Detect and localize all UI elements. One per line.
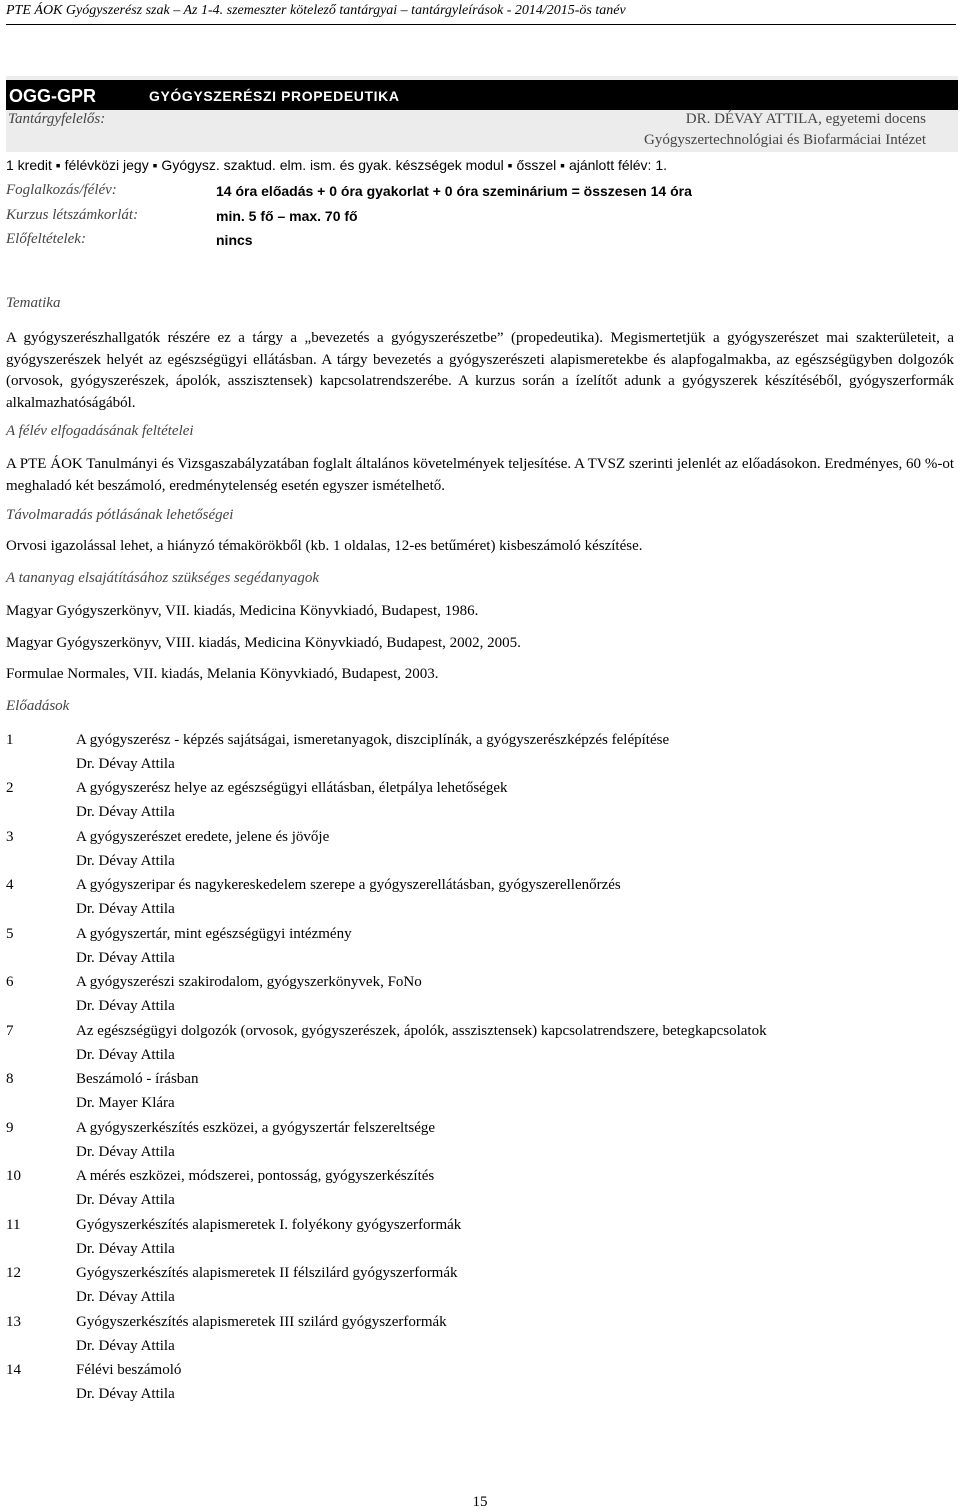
- lecture-number: 13: [6, 1314, 21, 1330]
- lecture-number: 4: [6, 877, 14, 893]
- header-rule: [6, 24, 956, 25]
- lecture-lecturer: Dr. Dévay Attila: [76, 804, 175, 820]
- lecture-item: [6, 1265, 956, 1313]
- limit-value: min. 5 fő – max. 70 fő: [216, 208, 358, 224]
- conditions-text: A PTE ÁOK Tanulmányi és Vizsgaszabályzatában foglalt általános követelmények teljesítése. A TVSZ szerinti jelenlét az előadásokon. Eredményes, 60 %-ot meghaladó két beszámoló, eredménytelenség esetén egyszer ismételhető.: [6, 456, 954, 494]
- prereq-label: Előfeltételek:: [6, 231, 86, 247]
- lecture-title: Gyógyszerkészítés alapismeretek III szilárd gyógyszerformák: [76, 1314, 447, 1330]
- lecture-item: [6, 1362, 956, 1410]
- lecture-number: 1: [6, 732, 14, 748]
- lecture-item: [6, 1120, 956, 1168]
- lecture-number: 3: [6, 829, 14, 845]
- lecture-lecturer: Dr. Dévay Attila: [76, 1047, 175, 1063]
- material-item: Magyar Gyógyszerkönyv, VIII. kiadás, Medicina Könyvkiadó, Budapest, 2002, 2005.: [6, 635, 521, 651]
- responsible-institute: Gyógyszertechnológiai és Biofarmáciai Intézet: [644, 132, 926, 148]
- lecture-item: [6, 974, 956, 1022]
- lecture-number: 11: [6, 1217, 21, 1233]
- workload-value: 14 óra előadás + 0 óra gyakorlat + 0 óra szeminárium = összesen 14 óra: [216, 183, 692, 199]
- lecture-number: 8: [6, 1071, 14, 1087]
- lecture-lecturer: Dr. Dévay Attila: [76, 1192, 175, 1208]
- lecture-lecturer: Dr. Dévay Attila: [76, 1338, 175, 1354]
- lecture-title: A gyógyszerészi szakirodalom, gyógyszerkönyvek, FoNo: [76, 974, 422, 990]
- material-item: Formulae Normales, VII. kiadás, Melania Könyvkiadó, Budapest, 2003.: [6, 666, 439, 682]
- course-info-block: [6, 76, 958, 152]
- lecture-title: A gyógyszerész - képzés sajátságai, ismeretanyagok, diszciplínák, a gyógyszerészképzés felépítése: [76, 732, 670, 748]
- lecture-lecturer: Dr. Dévay Attila: [76, 1241, 175, 1257]
- lecture-lecturer: Dr. Mayer Klára: [76, 1095, 175, 1111]
- lecture-item: [6, 780, 956, 828]
- lecture-title: A gyógyszerkészítés eszközei, a gyógyszertár felszereltsége: [76, 1120, 436, 1136]
- absence-title: Távolmaradás pótlásának lehetőségei: [6, 507, 234, 523]
- workload-label: Foglalkozás/félév:: [6, 182, 117, 198]
- lecture-item: [6, 1314, 956, 1362]
- page-header: PTE ÁOK Gyógyszerész szak – Az 1-4. szemeszter kötelező tantárgyai – tantárgyleírások - 2014/2015-ös tanév: [6, 3, 626, 18]
- page-number: 15: [472, 1494, 488, 1510]
- lecture-lecturer: Dr. Dévay Attila: [76, 901, 175, 917]
- lecture-title: Gyógyszerkészítés alapismeretek I. folyékony gyógyszerformák: [76, 1217, 462, 1233]
- lecture-number: 14: [6, 1362, 21, 1378]
- lecture-title: A mérés eszközei, módszerei, pontosság, gyógyszerkészítés: [76, 1168, 435, 1184]
- lecture-number: 5: [6, 926, 14, 942]
- lecture-lecturer: Dr. Dévay Attila: [76, 1144, 175, 1160]
- lecture-number: 9: [6, 1120, 14, 1136]
- lecture-title: A gyógyszerészet eredete, jelene és jövője: [76, 829, 330, 845]
- tematika-title: Tematika: [6, 295, 61, 311]
- prereq-value: nincs: [216, 232, 253, 248]
- responsible-name: DR. DÉVAY ATTILA, egyetemi docens: [685, 111, 926, 127]
- lecture-title: Félévi beszámoló: [76, 1362, 182, 1378]
- lecture-title: Beszámoló - írásban: [76, 1071, 199, 1087]
- lecture-lecturer: Dr. Dévay Attila: [76, 950, 175, 966]
- lecture-number: 6: [6, 974, 14, 990]
- limit-label: Kurzus létszámkorlát:: [6, 207, 139, 223]
- course-title: GYÓGYSZERÉSZI PROPEDEUTIKA: [149, 88, 400, 104]
- course-code: OGG-GPR: [9, 86, 97, 106]
- lecture-title: Gyógyszerkészítés alapismeretek II félszilárd gyógyszerformák: [76, 1265, 458, 1281]
- lecture-item: [6, 1071, 956, 1119]
- lecture-item: [6, 732, 956, 780]
- workload-row: [6, 182, 956, 206]
- lecture-item: [6, 1168, 956, 1216]
- materials-title: A tananyag elsajátításához szükséges segédanyagok: [6, 570, 320, 586]
- lecture-item: [6, 926, 956, 974]
- lecture-number: 12: [6, 1265, 21, 1281]
- material-item: Magyar Gyógyszerkönyv, VII. kiadás, Medicina Könyvkiadó, Budapest, 1986.: [6, 603, 479, 619]
- lecture-lecturer: Dr. Dévay Attila: [76, 998, 175, 1014]
- limit-row: [6, 207, 956, 231]
- tematika-text: A gyógyszerészhallgatók részére ez a tárgy a „bevezetés a gyógyszerészetbe” (propedeutika). Megismertetjük a gyógyszerészet mai szakterületeit, a gyógyszerészek helyét az egészségügyi ellátásban. A tárgy bevezetés a gyógyszerészeti alapismeretekbe és alapfogalmakba, az egészségügyben dolgozók (orvosok, gyógyszerészek, ápolók, asszisztensek) kapcsolatrendszerébe. A kurzus során a ízelítőt adunk a gyógyszerek készítéséből, gyógyszerformák alkalmazhatóságából.: [6, 330, 954, 411]
- lecture-item: [6, 829, 956, 877]
- responsible-label: Tantárgyfelelős:: [8, 111, 106, 127]
- lecture-number: 2: [6, 780, 14, 796]
- lectures-title: Előadások: [6, 698, 70, 714]
- lecture-title: A gyógyszeripar és nagykereskedelem szerepe a gyógyszerellátásban, gyógyszerellenőrzés: [76, 877, 621, 893]
- lecture-title: A gyógyszertár, mint egészségügyi intézmény: [76, 926, 352, 942]
- prereq-row: [6, 231, 956, 255]
- lecture-lecturer: Dr. Dévay Attila: [76, 1386, 175, 1402]
- lecture-lecturer: Dr. Dévay Attila: [76, 756, 175, 772]
- lecture-item: [6, 1217, 956, 1265]
- lecture-lecturer: Dr. Dévay Attila: [76, 853, 175, 869]
- absence-text: Orvosi igazolással lehet, a hiányzó témakörökből (kb. 1 oldalas, 12-es betűméret) kisbeszámoló készítése.: [6, 538, 643, 554]
- course-meta-line: 1 kredit ▪ félévközi jegy ▪ Gyógysz. szaktud. elm. ism. és gyak. készségek modul ▪ ősszel ▪ ajánlott félév: 1.: [6, 157, 668, 173]
- lecture-title: A gyógyszerész helye az egészségügyi ellátásban, életpálya lehetőségek: [76, 780, 508, 796]
- lecture-item: [6, 1023, 956, 1071]
- lecture-number: 7: [6, 1023, 14, 1039]
- lecture-title: Az egészségügyi dolgozók (orvosok, gyógyszerészek, ápolók, asszisztensek) kapcsolatrendszere, betegkapcsolatok: [76, 1023, 767, 1039]
- lecture-item: [6, 877, 956, 925]
- conditions-title: A félév elfogadásának feltételei: [6, 423, 194, 439]
- lecture-lecturer: Dr. Dévay Attila: [76, 1289, 175, 1305]
- course-title-bar: [6, 80, 958, 110]
- lecture-number: 10: [6, 1168, 21, 1184]
